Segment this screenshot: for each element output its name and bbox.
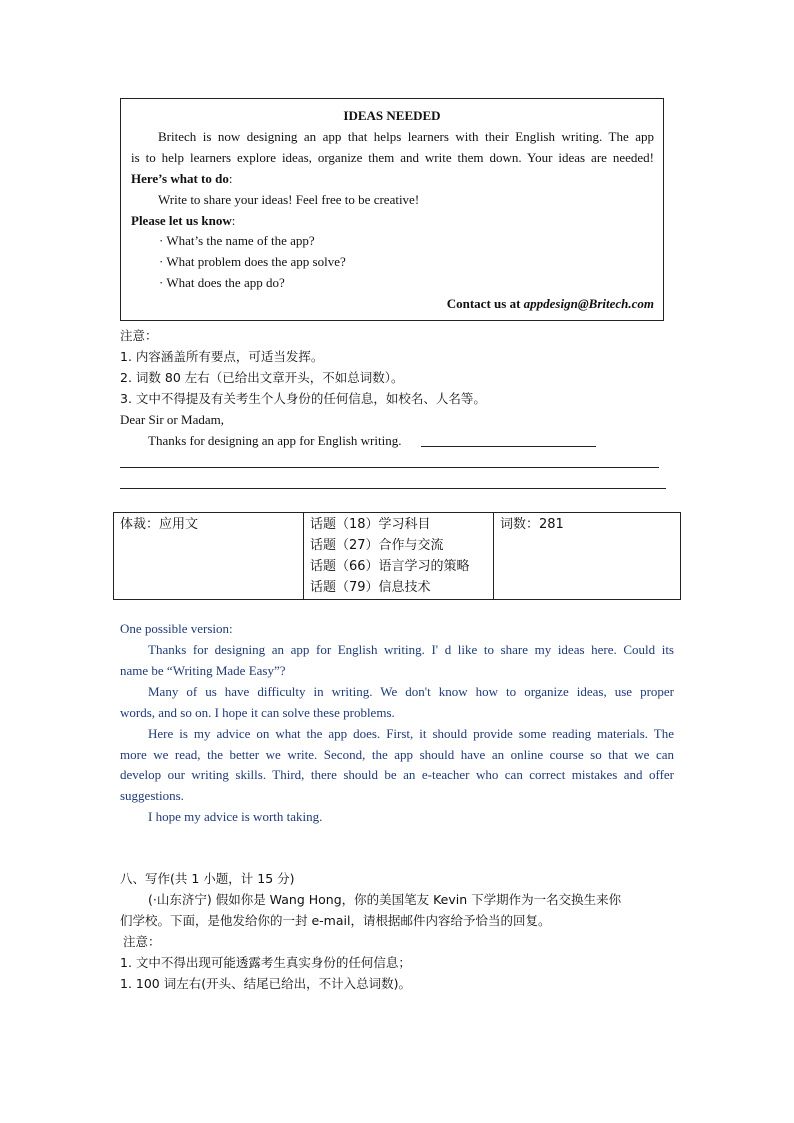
topic-item: 话题（18）学习科目 bbox=[310, 517, 431, 532]
know-colon: : bbox=[231, 213, 236, 228]
know-heading: Please let us know bbox=[131, 213, 232, 228]
answer-line: Here is my advice on what the app does. First, it should provide some reading materials. The bbox=[148, 726, 674, 741]
word-count-cell bbox=[494, 513, 681, 600]
section-note: 1. 100 词左右(开头、结尾已给出，不计入总词数)。 bbox=[120, 976, 411, 991]
word-count: 词数：281 bbox=[500, 517, 564, 532]
contact-prefix: Contact us at bbox=[446, 296, 524, 311]
note-item: 1. 内容涵盖所有要点，可适当发挥。 bbox=[120, 349, 324, 364]
topic-item: 话题（27）合作与交流 bbox=[310, 538, 444, 553]
answer-line: Many of us have difficulty in writing. We don't know how to organize ideas, use proper bbox=[148, 684, 674, 699]
topics-cell bbox=[304, 513, 494, 600]
todo-heading-row bbox=[131, 168, 232, 189]
letter-greeting: Dear Sir or Madam, bbox=[120, 412, 224, 427]
note-item: 2. 词数 80 左右（已给出文章开头，不如总词数）。 bbox=[120, 370, 404, 385]
note-item: 3. 文中不得提及有关考生个人身份的任何信息，如校名、人名等。 bbox=[120, 391, 486, 406]
genre-cell bbox=[114, 513, 304, 600]
section-notes-title: 注意： bbox=[123, 934, 161, 949]
know-item: · What does the app do? bbox=[159, 275, 285, 290]
section-heading: 八、写作(共 1 小题，计 15 分) bbox=[120, 871, 295, 886]
letter-opening: Thanks for designing an app for English writing. bbox=[148, 433, 402, 448]
prompt-line-2: 们学校。下面，是他发给你的一封 e-mail，请根据邮件内容给予恰当的回复。 bbox=[120, 913, 551, 928]
todo-text: Write to share your ideas! Feel free to be creative! bbox=[158, 192, 420, 207]
answer-blank-line[interactable] bbox=[120, 467, 659, 468]
genre-label: 体裁：应用文 bbox=[120, 517, 199, 532]
answer-line: suggestions. bbox=[120, 788, 184, 803]
answer-line: Thanks for designing an app for English writing. I' d like to share my ideas here. Could its bbox=[148, 642, 674, 657]
notice-paragraph-line-1: Britech is now designing an app that helps learners with their English writing. The app bbox=[158, 129, 654, 144]
answer-line: words, and so on. I hope it can solve these problems. bbox=[120, 705, 395, 720]
contact-email: appdesign@Britech.com bbox=[523, 296, 654, 311]
topic-item: 话题（66）语言学习的策略 bbox=[310, 559, 470, 574]
answer-line: I hope my advice is worth taking. bbox=[148, 809, 323, 824]
todo-heading: Here’s what to do bbox=[131, 171, 229, 186]
notice-title: IDEAS NEEDED bbox=[343, 108, 441, 123]
notice-paragraph-line-2: is to help learners explore ideas, organize them and write them down. Your ideas are needed! bbox=[131, 150, 654, 165]
know-item: · What problem does the app solve? bbox=[159, 254, 346, 269]
answer-blank-line[interactable] bbox=[421, 446, 596, 447]
answer-blank-line[interactable] bbox=[120, 488, 666, 489]
contact-line bbox=[447, 293, 654, 314]
section-note: 1. 文中不得出现可能透露考生真实身份的任何信息； bbox=[120, 955, 411, 970]
answer-line: more we read, the better we write. Second, the app should have an online course so that we can bbox=[120, 747, 674, 762]
answer-heading: One possible version: bbox=[120, 621, 233, 636]
prompt-line-1: (·山东济宁) 假如你是 Wang Hong，你的美国笔友 Kevin 下学期作为一名交换生来你 bbox=[148, 892, 622, 907]
topic-item: 话题（79）信息技术 bbox=[310, 580, 431, 595]
know-item: · What’s the name of the app? bbox=[159, 233, 315, 248]
notes-title: 注意： bbox=[120, 328, 158, 343]
answer-line: develop our writing skills. Third, there should be an e-teacher who can correct mistakes and offer bbox=[120, 767, 674, 782]
meta-table bbox=[113, 512, 681, 600]
todo-colon: : bbox=[228, 171, 233, 186]
answer-line: name be “Writing Made Easy”? bbox=[120, 663, 286, 678]
know-heading-row bbox=[131, 210, 235, 231]
